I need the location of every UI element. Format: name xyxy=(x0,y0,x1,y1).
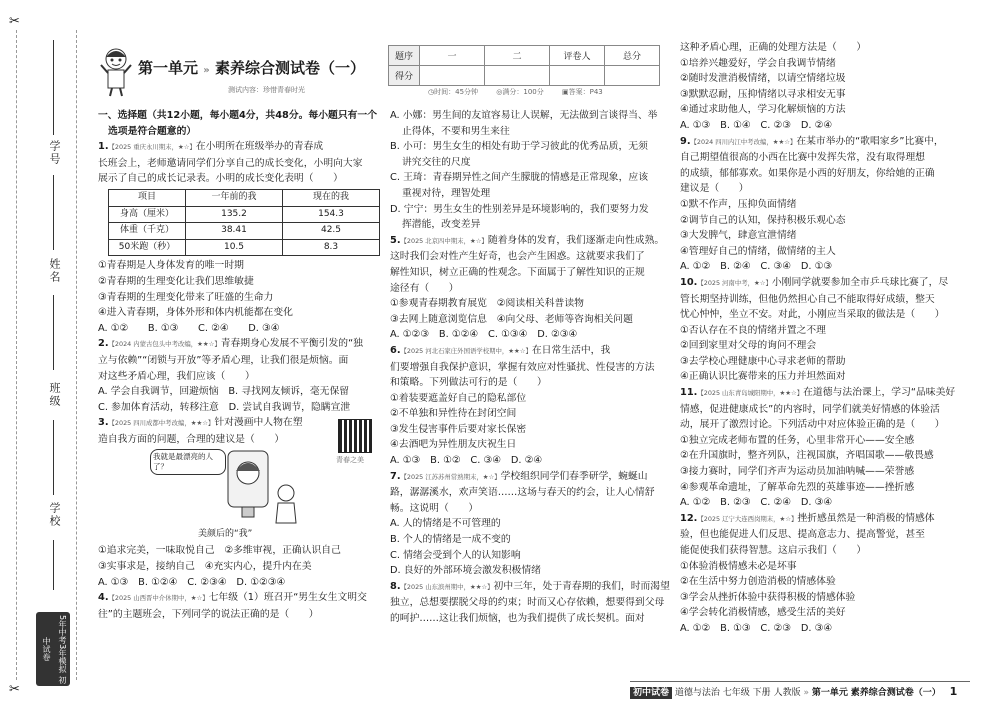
score-cell[interactable] xyxy=(420,66,485,86)
header xyxy=(98,45,661,101)
book-icon: ▣ xyxy=(561,88,569,96)
q1-choices[interactable]: A. ①② B. ①③ C. ②④ D. ③④ xyxy=(98,322,280,334)
column-2: A. 小娜：男生间的友谊容易让人误解，无法做到言谈得当、举 止得体，不要和男生来往 B. 小可：男生女生的相处有助于学习彼此的优秀品质，无须 讲究交往的尺度 C. 王琦：青春期异性之间产生朦胧的情感是正常现象，应该 重视对待，理智处理 D. 宁宁：男生女生的性别差异是环境影响的，我们要努力发 挥潜能，改变差异 5.【2025 北京四中期末，★☆】随着身体的发育，我们逐渐走向性成熟。 这时我们会对性产生好奇，也会产生困惑。这就要求我们了 解性知识，树立正确的性观念。下面属于了解性知识的正规 途径有（ ） ①参观青春期教育展览 ②阅读相关科普读物 ③去网上随意浏览信息 ④向父母、老师等咨询相关问题 A. ①②③ B. ①②④ C. ①③④ D. ②③④ 6.【2025 河北石家庄外国语学校期中，★★☆】在日常生活中，我 们要增强自我保护意识，掌握有效应对性骚扰、性侵害的方法 和策略。下列做法可行的是（ ） ①着装要遮盖好自己的隐私部位 ②不单独和异性待在封闭空间 ③发生侵害事件后要对家长保密 ④去酒吧为异性朋友庆祝生日 A. ①③ B. ①② C. ③④ D. ②④ 7.【2025 江苏苏州常熟期末，★☆】学校组织同学们春季研学，蜿蜒山 路，潺潺溪水，欢声笑语……这场与春天的约会，让人心情舒 畅。这说明（ ） A. 人的情绪是不可管理的 B. 个人的情绪是一成不变的 C. 情绪会受到个人的认知影响 D. 良好的外部环境会激发积极情绪 8.【2025 山东滨州期中，★★☆】初中三年，处于青春期的我们，时而渴望 独立，总想要摆脱父母的约束；时而又心存依赖，想要得到父母 的呵护……这让我们烦恼，也为我们提供了成长契机。面对 xyxy=(390,110,670,624)
field-name[interactable]: 姓名 xyxy=(48,258,61,284)
binding-strip xyxy=(0,0,85,712)
score-table: 题序 一 二 评卷人 总分 得分 xyxy=(388,45,660,86)
mirror-illustration xyxy=(208,447,308,527)
score-cell[interactable] xyxy=(605,66,660,86)
column-3: 这种矛盾心理，正确的处理方法是（ ） ①培养兴趣爱好，学会自我调节情绪 ②随时发泄消极情绪，以请空情绪垃圾 ③默默忍耐，压抑情绪以寻求相安无事 ④通过求助他人，学习化解烦恼的方法 A. ①③ B. ①④ C. ②③ D. ②④ 9.【2024 四川内江中考改编，★★☆】在某市举办的“歌唱家乡”比赛中， 自己期望值很高的小西在比赛中发挥失常，没有取得理想 的成绩，郁郁寡欢。如果你是小西的好朋友，你给她的正确 建议是（ ） ①默不作声，压抑负面情绪 ②调节自己的认知，保持积极乐观心态 ③大发脾气，肆意宣泄情绪 ④管理好自己的情绪，做情绪的主人 A. ①② B. ②④ C. ③④ D. ①③ 10.【2025 河南中考，★☆】小刚同学就要参加全市乒乓球比赛了，尽 管长期坚持训练，但他仍然担心自己不能取得好成绩，整天 忧心忡忡，坐立不安。对此，小刚应当采取的做法是（ ） ①否认存在不良的情绪并置之不理 ②回到家里对父母的询问不理会 ③去学校心理健康中心寻求老师的帮助 ④正确认识比赛带来的压力并坦然面对 11.【2025 山东青岛城阳期中，★★☆】在道德与法治课上，学习“品味美好 情感，促进健康成长”的内容时，同学们就美好情感的体验活 动，展开了激烈讨论。下列活动中对应体验正确的是（ ） ①独立完成老师布置的任务，心里非常开心——安全感 ②在升国旗时，整齐列队，注视国旗，齐唱国歌——敬畏感 ③接力赛时，同学们齐声为运动员加油呐喊——荣誉感 ④参观革命遗址，了解革命先烈的英雄事迹——挫折感 A. ①② B. ②③ C. ②④ D. ③④ 12.【2025 辽宁大连西岗期末，★☆】挫折感虽然是一种消极的情感体 验，但也能促进人们反思、提高意志力、提高警觉，甚至 能促使我们获得智慧。这启示我们（ ） ①体验消极情感未必是坏事 ②在生活中努力创造消极的情感体验 ③学会从挫折体验中获得积极的情感体验 ④学会转化消极情感，感受生活的美好 A. ①② B. ①③ C. ②③ D. ③④ xyxy=(680,40,960,637)
column-1: 一、选择题（共12小题，每小题4分，共48分。每小题只有一个 选项是符合题意的） 1.【2025 重庆永川期末，★☆】在小明所在班级举办的青春成 长班会上，老师邀请同学们分享自己的成长变化，小明向大家 展示了自己的成长记录表。小明的成长变化表明（ ） 项目 一年前的我 现在的我 身高（厘米） 135.2 154.3 体重（千克） 38.41 42.5 50米跑（秒） 10.5 8.3 ①青春期是人身体发育的唯一时期 ②青春期的生理变化让我们思维敏捷 ③青春期的生理变化带来了旺盛的生命力 ④进入青春期，身体外形和体内机能都在变化 A. ①② B. ①③ C. ②④ D. ③④ 2.【2024 内蒙古包头中考改编，★★☆】青春期身心发展不平衡引发的“独 立与依赖”“闭锁与开放”等矛盾心理，让我们很是烦恼。面 对这些矛盾心理，我们应该（ ） A. 学会自我调节，回避烦恼 B. 寻找网友倾诉，毫无保留 C. 参加体育活动，转移注意 D. 尝试自我调节，隐瞒宣泄 3.【2025 四川成都中考改编，★★☆】针对漫画中人物在塑 造自我方面的问题，合理的建议是（ ） 我就是最漂亮的人了？ 青春之美 美颜后的“我” ①追求完美，一味取悦自己 ②多维审视，正确认识自己 ③实事求是，接纳自己 ④充实内心，提升内在美 A. ①③ B. ①②④ C. ②③④ D. ①②③④ 4.【2025 山西晋中介休期中，★☆】七年级（1）班召开“男生女生文明交 往”的主题班会，下列同学的说法正确的是（ ） xyxy=(98,108,380,622)
field-class[interactable]: 班级 xyxy=(48,382,61,408)
q8-choices[interactable]: A. ①③ B. ①④ C. ②③ D. ②④ xyxy=(680,119,833,131)
field-school[interactable]: 学校 xyxy=(48,502,61,528)
brand-logo: 5年中考3年模拟 初中试卷 xyxy=(36,612,70,686)
q6-choices[interactable]: A. ①③ B. ①② C. ③④ D. ②④ xyxy=(390,455,543,467)
field-student-id[interactable]: 学号 xyxy=(48,140,61,166)
q3-cartoon: 我就是最漂亮的人了？ 青春之美 美颜后的“我” xyxy=(98,447,380,543)
growth-table: 项目 一年前的我 现在的我 身高（厘米） 135.2 154.3 体重（千克） 38.41 42.5 50米跑（秒） 10.5 8.3 xyxy=(108,189,380,256)
footer-badge: 初中试卷 xyxy=(630,687,672,699)
time-limit: 时间：45分钟 xyxy=(434,88,479,96)
unit-title: 第一单元 xyxy=(138,59,199,77)
chevron-icon: » xyxy=(803,688,809,698)
fold-line xyxy=(76,30,77,680)
q3-choices[interactable]: A. ①③ B. ①②④ C. ②③④ D. ①②③④ xyxy=(98,576,286,588)
chevron-icon: » xyxy=(203,65,210,76)
q9-choices[interactable]: A. ①② B. ②④ C. ③④ D. ①③ xyxy=(680,261,833,273)
scissors-icon-top: ✂ xyxy=(9,14,20,29)
clock-icon: ◷ xyxy=(428,88,435,96)
full-score: 满分：100分 xyxy=(502,88,544,96)
q5-choices[interactable]: A. ①②③ B. ①②④ C. ①③④ D. ②③④ xyxy=(390,329,578,341)
test-content: 测试内容：珍惜青春时光 xyxy=(228,86,305,94)
test-title: 素养综合测试卷（一） xyxy=(214,59,365,77)
mascot-image xyxy=(98,45,134,97)
footer: 初中试卷 道德与法治 七年级 下册 人教版 » 第一单元 素养综合测试卷（一） 1 xyxy=(630,683,970,701)
score-icon: ◎ xyxy=(496,88,503,96)
cut-line xyxy=(16,30,17,680)
answer-page: 答案：P43 xyxy=(568,88,603,96)
scissors-icon-bottom: ✂ xyxy=(9,682,20,697)
q12-choices[interactable]: A. ①② B. ①③ C. ②③ D. ③④ xyxy=(680,622,833,634)
score-cell[interactable] xyxy=(550,66,605,86)
q11-choices[interactable]: A. ①② B. ②③ C. ②④ D. ③④ xyxy=(680,497,833,509)
qr-code[interactable] xyxy=(338,419,372,453)
speech-bubble: 我就是最漂亮的人了？ xyxy=(150,449,226,475)
score-cell[interactable] xyxy=(485,66,550,86)
page-number: 1 xyxy=(949,685,958,698)
